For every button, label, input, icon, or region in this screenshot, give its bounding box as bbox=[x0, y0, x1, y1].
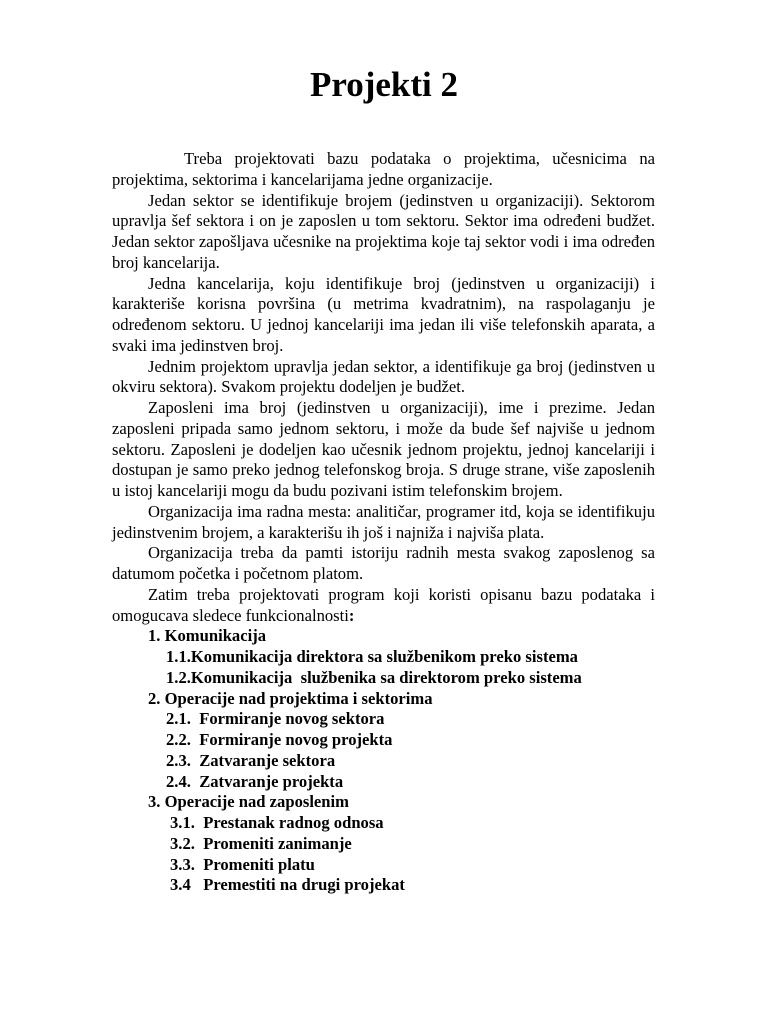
paragraph: Treba projektovati bazu podataka o projektima, učesnicima na projektima, sektorima i kancelarijama jedne organizacije. bbox=[112, 149, 655, 189]
list-item: 1.1.Komunikacija direktora sa službenikom preko sistema bbox=[166, 647, 578, 666]
paragraph: Jedan sektor se identifikuje brojem (jedinstven u organizaciji). Sektorom upravlja šef sektora i on je zaposlen u tom sektoru. Sektor ima određeni budžet. Jedan sektor zapošljava učesnike na projektima koje taj sektor vodi i ima određen broj kancelarija. bbox=[112, 190, 655, 272]
paragraph: Jedna kancelarija, koju identifikuje broj (jedinstven u organizaciji) i karakteriše korisna površina (u metrima kvadratnim), na raspolaganju je određenom sektoru. U jednoj kancelariji ima jedan ili više telefonskih aparata, a svaki ima jedinstven broj. bbox=[112, 273, 655, 355]
list-item: 2.2. Formiranje novog projekta bbox=[166, 730, 393, 749]
paragraph: Organizacija ima radna mesta: analitičar, programer itd, koja se identifikuju jedinstvenim brojem, a karakterišu ih još i najniža i najviša plata. bbox=[112, 501, 655, 542]
section-heading-operacije-projekti: 2. Operacije nad projektima i sektorima bbox=[148, 688, 433, 708]
intro-text: Zatim treba projektovati program koji koristi opisanu bazu podataka i omogucava sledece funkcionalnosti bbox=[112, 584, 655, 625]
functionality-list bbox=[112, 626, 655, 896]
paragraph: Zaposleni ima broj (jedinstven u organizaciji), ime i prezime. Jedan zaposleni pripada samo jednom sektoru, i može da bude šef najviše u jednom sektoru. Zaposleni je dodeljen kao učesnik jednom projektu, jednoj kancelariji i dostupan je samo preko jednog telefonskog broja. S druge strane, više zaposlenih u istoj kancelariji mogu da budu pozivani istim telefonskim brojem. bbox=[112, 398, 655, 500]
section-heading-operacije-zaposleni: 3. Operacije nad zaposlenim bbox=[148, 792, 349, 812]
list-item: 2.1. Formiranje novog sektora bbox=[166, 709, 385, 729]
section-heading-komunikacija: 1. Komunikacija bbox=[148, 626, 267, 646]
list-item: 2.3. Zatvaranje sektora bbox=[166, 750, 336, 770]
list-item: 3.1. Prestanak radnog odnosa bbox=[170, 813, 384, 832]
list-item: 1.2.Komunikacija službenika sa direktorom preko sistema bbox=[166, 667, 582, 687]
intro-colon: : bbox=[348, 605, 355, 625]
paragraph: Organizacija treba da pamti istoriju radnih mesta svakog zaposlenog sa datumom početka i početnom platom. bbox=[112, 543, 655, 583]
list-item: 3.3. Promeniti platu bbox=[170, 854, 315, 874]
document-body bbox=[112, 149, 655, 896]
list-item: 3.4 Premestiti na drugi projekat bbox=[170, 875, 405, 895]
paragraph: Jednim projektom upravlja jedan sektor, a identifikuje ga broj (jedinstven u okviru sektora). Svakom projektu dodeljen je budžet. bbox=[112, 356, 655, 397]
document-title: Projekti 2 bbox=[309, 65, 459, 104]
list-item: 3.2. Promeniti zanimanje bbox=[170, 833, 352, 853]
list-item: 2.4. Zatvaranje projekta bbox=[166, 771, 344, 791]
intro-paragraph bbox=[112, 585, 655, 627]
